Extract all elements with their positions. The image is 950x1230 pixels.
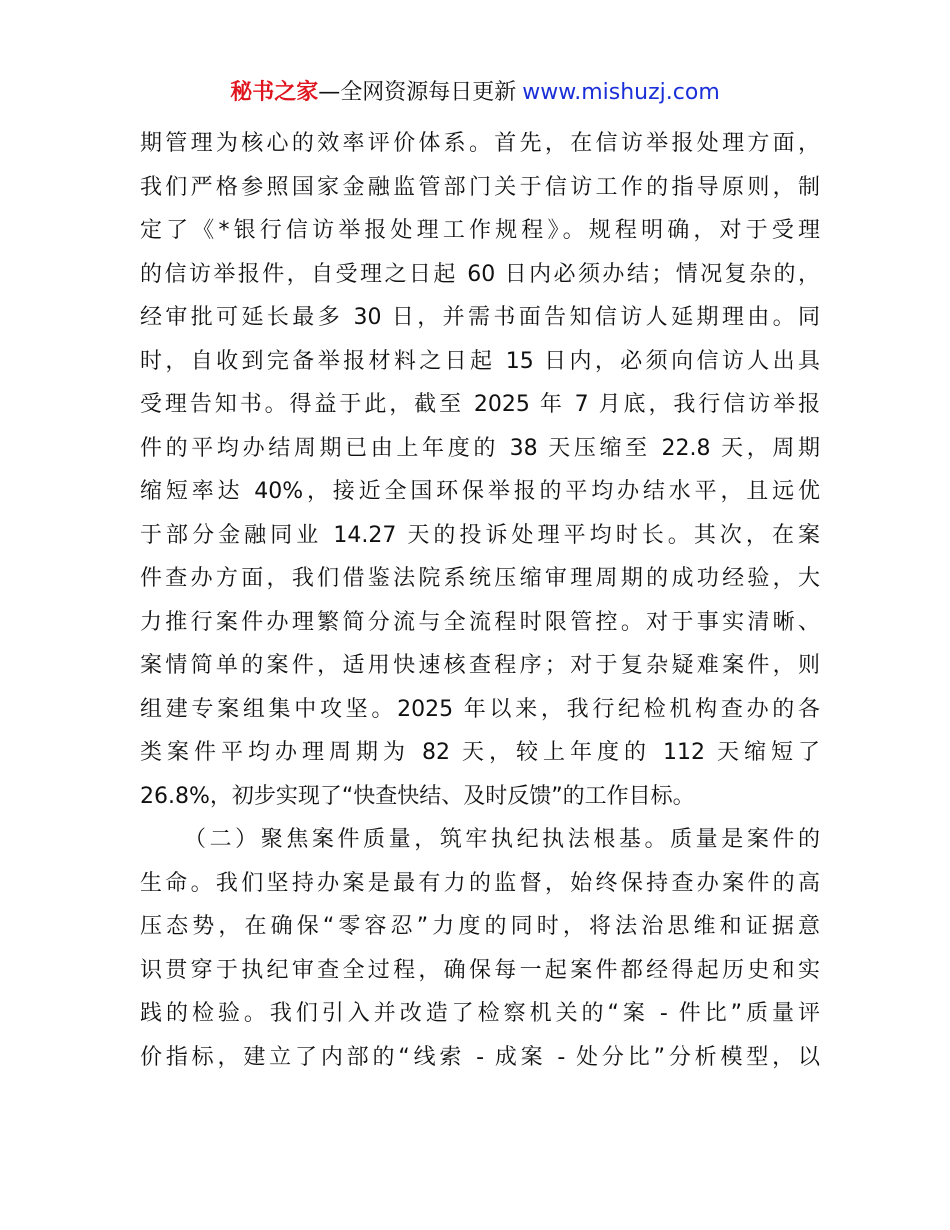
text-line: 我们严格参照国家金融监管部门关于信访工作的指导原则，制	[140, 174, 820, 200]
text-line: 的信访举报件，自受理之日起 60 日内必须办结；情况复杂的，	[140, 261, 820, 287]
site-url-link[interactable]: www.mishuzj.com	[522, 80, 720, 105]
text-line: 缩短率达 40%，接近全国环保举报的平均办结水平，且远优	[140, 479, 820, 504]
text-line: 生命。我们坚持办案是最有力的监督，始终保持查办案件的高	[140, 870, 820, 896]
text-line: 于部分金融同业 14.27 天的投诉处理平均时长。其次，在案	[140, 522, 820, 548]
text-line: 案情简单的案件，适用快速核查程序；对于复杂疑难案件，则	[140, 653, 820, 678]
text-line: 力推行案件办理繁简分流与全流程时限管控。对于事实清晰、	[140, 609, 820, 635]
text-line: 受理告知书。得益于此，截至 2025 年 7 月底，我行信访举报	[140, 392, 820, 417]
text-line: 件查办方面，我们借鉴法院系统压缩审理周期的成功经验，大	[140, 566, 820, 591]
text-line: 时，自收到完备举报材料之日起 15 日内，必须向信访人出具	[140, 348, 820, 374]
text-line: 经审批可延长最多 30 日，并需书面告知信访人延期理由。同	[140, 305, 820, 330]
text-line: 践的检验。我们引入并改造了检察机关的“案 - 件比”质量评	[140, 1001, 820, 1026]
text-line: 期管理为核心的效率评价体系。首先，在信访举报处理方面，	[140, 131, 820, 156]
text-line: 组建专案组集中攻坚。2025 年以来，我行纪检机构查办的各	[140, 696, 820, 722]
text-line: 类案件平均办理周期为 82 天，较上年度的 112 天缩短了	[140, 740, 820, 765]
header-tagline: —全网资源每日更新	[318, 80, 517, 105]
paragraph-heading-line: （二）聚焦案件质量，筑牢执纪执法根基。质量是案件的	[184, 827, 820, 852]
text-line: 定了《*银行信访举报处理工作规程》。规程明确，对于受理	[140, 218, 820, 243]
text-line: 价指标，建立了内部的“线索 - 成案 - 处分比”分析模型，以	[140, 1044, 820, 1070]
text-line: 26.8%，初步实现了“快查快结、及时反馈”的工作目标。	[140, 783, 695, 809]
text-line: 件的平均办结周期已由上年度的 38 天压缩至 22.8 天，周期	[140, 435, 820, 461]
text-line: 识贯穿于执纪审查全过程，确保每一起案件都经得起历史和实	[140, 957, 820, 983]
text-line: 压态势，在确保“零容忍”力度的同时，将法治思维和证据意	[140, 914, 820, 939]
document-body	[140, 122, 820, 1079]
site-header	[0, 78, 950, 108]
brand-name: 秘书之家	[230, 80, 319, 105]
